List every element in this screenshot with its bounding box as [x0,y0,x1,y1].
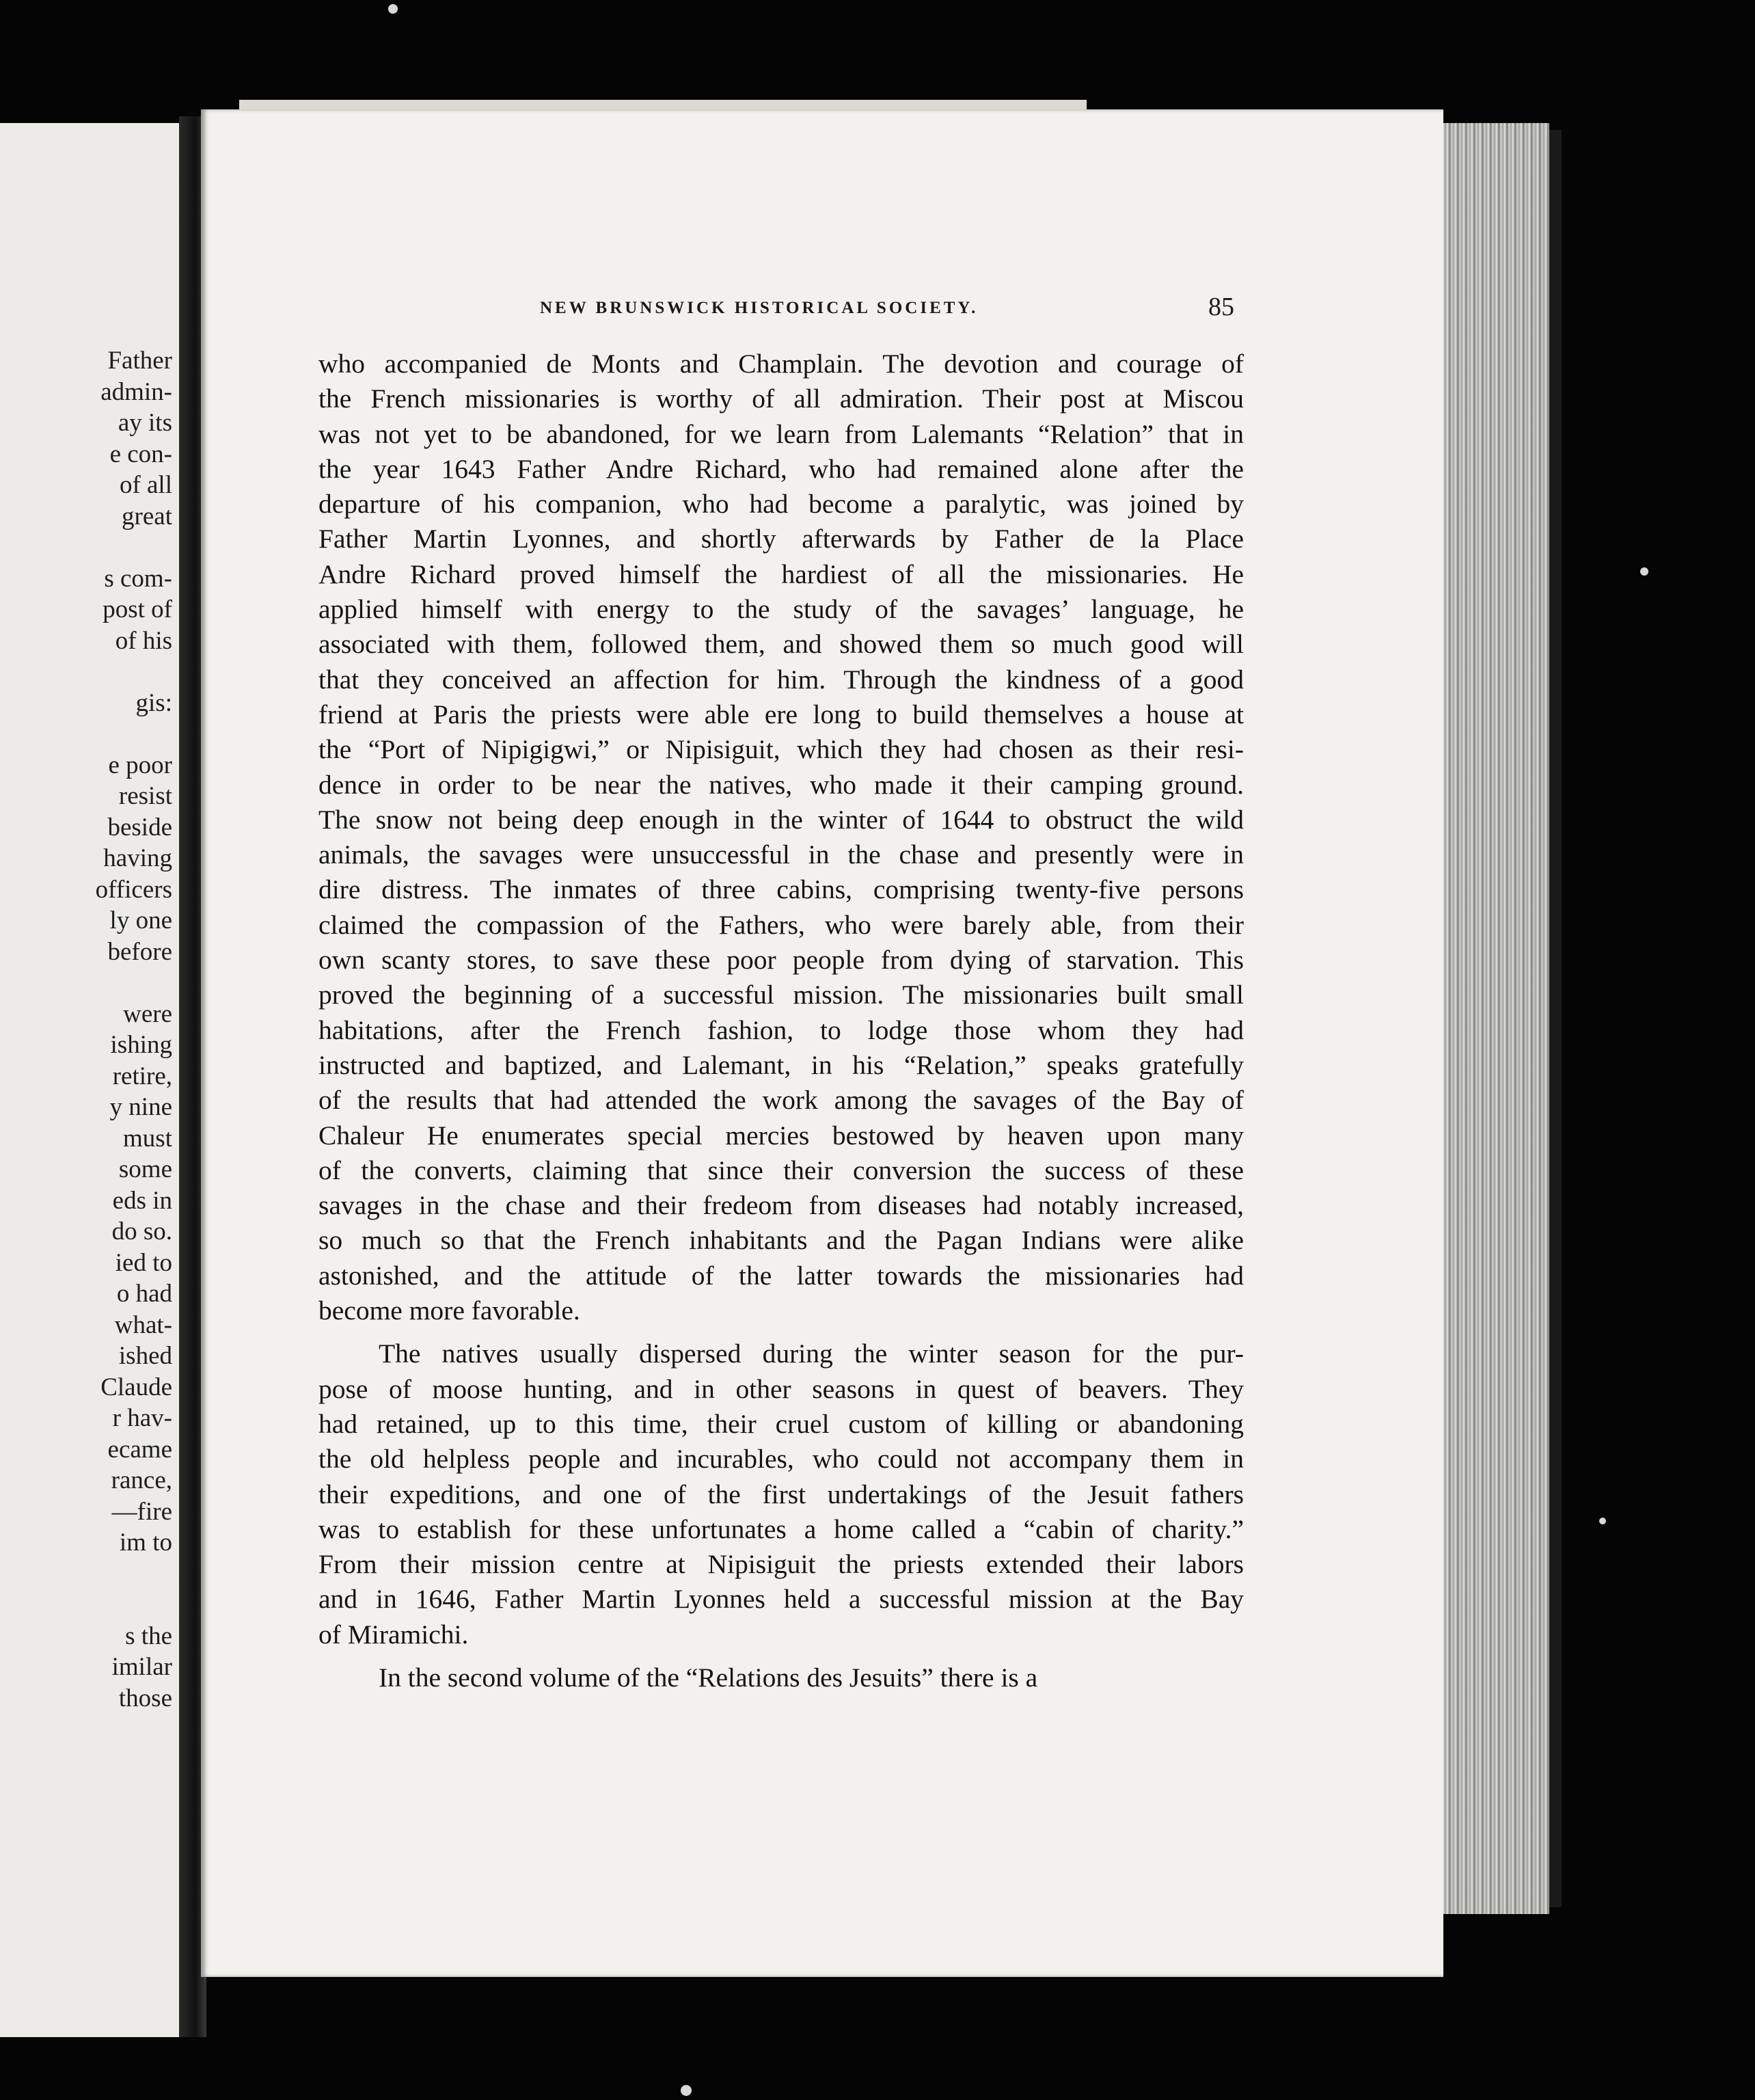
facing-page-line: im to [119,1529,172,1557]
running-head: NEW BRUNSWICK HISTORICAL SOCIETY. [540,299,979,317]
facing-page-line: beside [107,813,172,842]
text-line: the old helpless people and incurables, who could not accompany them in [318,1444,1244,1475]
facing-page-line [96,718,172,750]
facing-page-line: e poor [108,751,172,779]
facing-page-line: s the [125,1621,172,1650]
facing-page-line: of all [119,471,172,499]
text-line: Chaleur He enumerates special mercies bestowed by heaven upon many [318,1120,1244,1150]
facing-page-line: post of [103,595,172,623]
facing-page-line: what- [114,1310,172,1339]
dust-speck [1599,1518,1606,1524]
facing-page-line: e con- [109,440,172,468]
facing-page-line [96,1589,172,1621]
facing-page-line: were [123,999,172,1028]
facing-page-line [96,656,172,688]
text-line: was not yet to be abandoned, for we learn from Lalemants “Relation” that in [318,418,1244,449]
facing-page-line: ly one [109,906,172,934]
text-line: own scanty stores, to save these poor people from dying of starvation. This [318,945,1244,975]
facing-page-line: Father [107,347,172,375]
text-line: In the second volume of the “Relations des Jesuits” there is a [379,1662,1038,1693]
text-line: the year 1643 Father Andre Richard, who had remained alone after the [318,453,1244,484]
text-line: of Miramichi. [318,1619,469,1650]
page-number: 85 [1208,293,1234,321]
text-line: so much so that the French inhabitants and the Pagan Indians were alike [318,1225,1244,1256]
facing-page-line: ied to [115,1248,172,1277]
facing-page-line: officers [95,875,172,904]
facing-page-line: r hav- [112,1404,172,1432]
page-edges-shadow [1549,130,1562,1907]
text-line: of the results that had attended the work among the savages of the Bay of [318,1085,1244,1116]
text-line: proved the beginning of a successful mission. The missionaries built small [318,980,1244,1010]
text-line: was to establish for these unfortunates a home called a “cabin of charity.” [318,1513,1244,1544]
text-line: departure of his companion, who had become a paralytic, was joined by [318,489,1244,520]
text-line: the French missionaries is worthy of all admiration. Their post at Miscou [318,383,1244,414]
facing-page-line: ay its [118,409,172,437]
facing-page-line [96,532,172,563]
facing-page-line: admin- [100,377,172,406]
facing-page-text [96,345,172,1714]
facing-page-line: —fire [111,1497,172,1526]
facing-page-line: some [118,1155,172,1183]
facing-page-line: those [118,1684,172,1712]
facing-page-line: eds in [112,1186,172,1215]
text-line: astonished, and the attitude of the latter towards the missionaries had [318,1260,1244,1291]
text-line: who accompanied de Monts and Champlain. The devotion and courage of [318,349,1244,379]
text-line: savages in the chase and their fredeom from diseases had notably increased, [318,1190,1244,1221]
text-line: dire distress. The inmates of three cabins, comprising twenty-five persons [318,874,1244,905]
text-line: dence in order to be near the natives, who made it their camping ground. [318,769,1244,800]
facing-page-line: imilar [111,1653,172,1681]
facing-page-line: gis: [135,688,172,717]
text-line: associated with them, followed them, and showed them so much good will [318,629,1244,660]
text-line: friend at Paris the priests were able ere long to build themselves a house at [318,699,1244,729]
page-edges [1443,123,1549,1914]
facing-page-line: retire, [112,1062,172,1090]
facing-page-line: of his [115,626,172,655]
facing-page-line: must [123,1124,172,1153]
facing-page-line: Claude [100,1373,172,1401]
text-line: of the converts, claiming that since their conversion the success of these [318,1155,1244,1185]
text-line: The snow not being deep enough in the winter of 1644 to obstruct the wild [318,804,1244,835]
text-line: that they conceived an affection for him. Through the kindness of a good [318,664,1244,695]
facing-page-line: o had [116,1280,172,1308]
text-line: had retained, up to this time, their cruel custom of killing or abandoning [318,1408,1244,1439]
facing-page-line: ished [118,1342,172,1370]
text-line: their expeditions, and one of the first undertakings of the Jesuit fathers [318,1479,1244,1509]
text-line: instructed and baptized, and Lalemant, in his “Relation,” speaks gratefully [318,1049,1244,1080]
facing-page-line: great [122,502,172,530]
text-line: habitations, after the French fashion, to lodge those whom they had [318,1014,1244,1045]
facing-page-line: before [107,937,172,966]
text-line: pose of moose hunting, and in other seasons in quest of beavers. They [318,1373,1244,1404]
text-line: the “Port of Nipigigwi,” or Nipisiguit, which they had chosen as their resi- [318,734,1244,765]
text-line: From their mission centre at Nipisiguit the priests extended their labors [318,1549,1244,1580]
dust-speck [1640,567,1648,576]
paragraph [318,1660,1244,1695]
text-line: applied himself with energy to the study of the savages’ language, he [318,594,1244,625]
body-text [318,347,1244,1695]
text-line: and in 1646, Father Martin Lyonnes held a successful mission at the Bay [318,1584,1244,1615]
facing-page-line [96,967,172,999]
paragraph [318,1336,1244,1652]
facing-page-line: do so. [111,1217,172,1246]
facing-page-line: resist [118,782,172,810]
text-line: Andre Richard proved himself the hardiest of all the missionaries. He [318,558,1244,589]
facing-page-line [96,1559,172,1590]
facing-page-line: ecame [107,1435,172,1464]
dust-speck [681,2085,692,2096]
dust-speck [388,4,398,14]
paragraph [318,347,1244,1328]
facing-page-line: ishing [110,1031,172,1059]
text-line: become more favorable. [318,1295,580,1326]
facing-page-line: having [103,844,172,872]
text-line: Father Martin Lyonnes, and shortly afterwards by Father de la Place [318,524,1244,554]
text-line: claimed the compassion of the Fathers, who were barely able, from their [318,909,1244,940]
facing-page-line: rance, [111,1466,172,1494]
facing-page-line: y nine [109,1093,172,1121]
facing-page [0,123,183,2037]
facing-page-line: s com- [104,564,172,593]
text-line: The natives usually dispersed during the winter season for the pur- [379,1338,1244,1369]
text-line: animals, the savages were unsuccessful in the chase and presently were in [318,839,1244,870]
